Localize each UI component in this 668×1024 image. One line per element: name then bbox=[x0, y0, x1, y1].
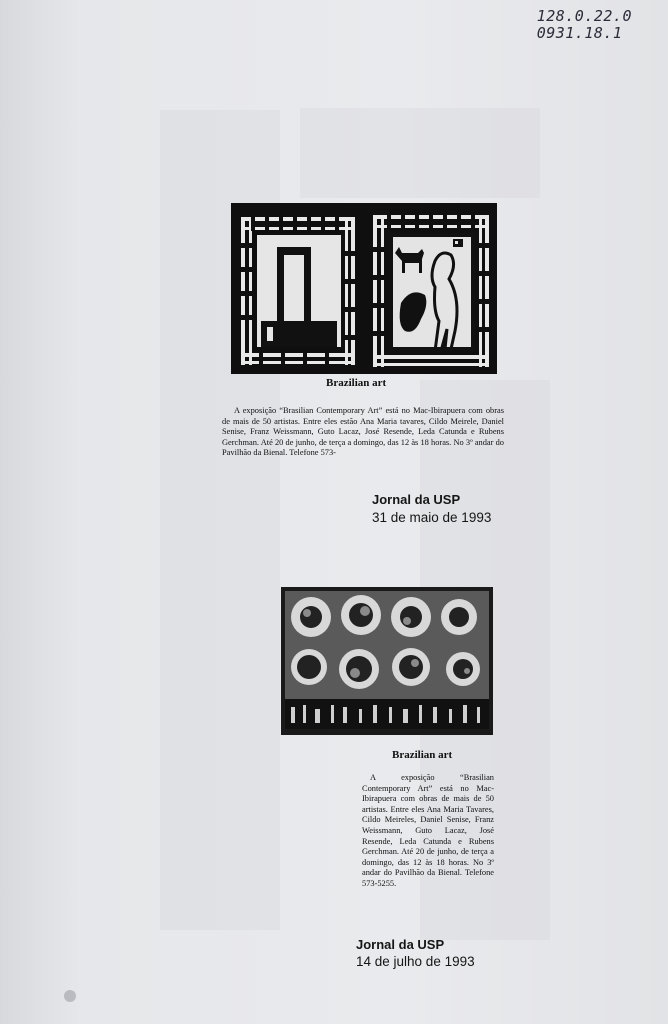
archive-number-stamp bbox=[537, 8, 632, 42]
scan-speck bbox=[64, 990, 76, 1002]
clipping-1-body: A exposição “Brasilian Contemporary Art” está no Mac-Ibirapuera com obras de mais de 50 artistas. Entre eles estão Ana Maria tavares, Cildo Meirele, Daniel Senise, Franz Weissmann, Guto Lacaz, José Resende, Leda Catunda e Rubens Gerchman. Até 20 de junho, de terça a domingo, das 12 às 18 horas. No 3º andar do Pavilhão da Bienal. Telefone 573- bbox=[222, 406, 504, 458]
clipping-2-body: A exposição “Brasilian Contemporary Art” está no Mac-Ibirapuera com obras de mais de 50 artistas. Entre eles Ana Maria Tavares, Cildo Meireles, Daniel Senise, Franz Weissmann, Guto Lacaz, José Resende, Leda Catunda e Rubens Gerchman. Até 20 de junho, de terça a domingo, das 12 às 18 horas. No 3º andar do Pavilhão da Bienal. Telefone 573-5255. bbox=[362, 773, 494, 888]
clipping-2-date: 14 de julho de 1993 bbox=[356, 954, 475, 969]
clipping-1-date: 31 de maio de 1993 bbox=[372, 510, 492, 525]
archive-number-line-2: 0931.18.1 bbox=[536, 24, 623, 42]
clipping-1-source: Jornal da USP bbox=[372, 492, 461, 507]
artwork-image-2 bbox=[281, 587, 493, 735]
bleed-through-block bbox=[300, 108, 540, 198]
archive-number-line-1: 128.0.22.0 bbox=[536, 7, 632, 25]
artwork-image-1 bbox=[231, 203, 497, 374]
clipping-2-source: Jornal da USP bbox=[356, 937, 445, 952]
clipping-2-title: Brazilian art bbox=[392, 749, 453, 761]
clipping-1-title: Brazilian art bbox=[326, 377, 387, 389]
